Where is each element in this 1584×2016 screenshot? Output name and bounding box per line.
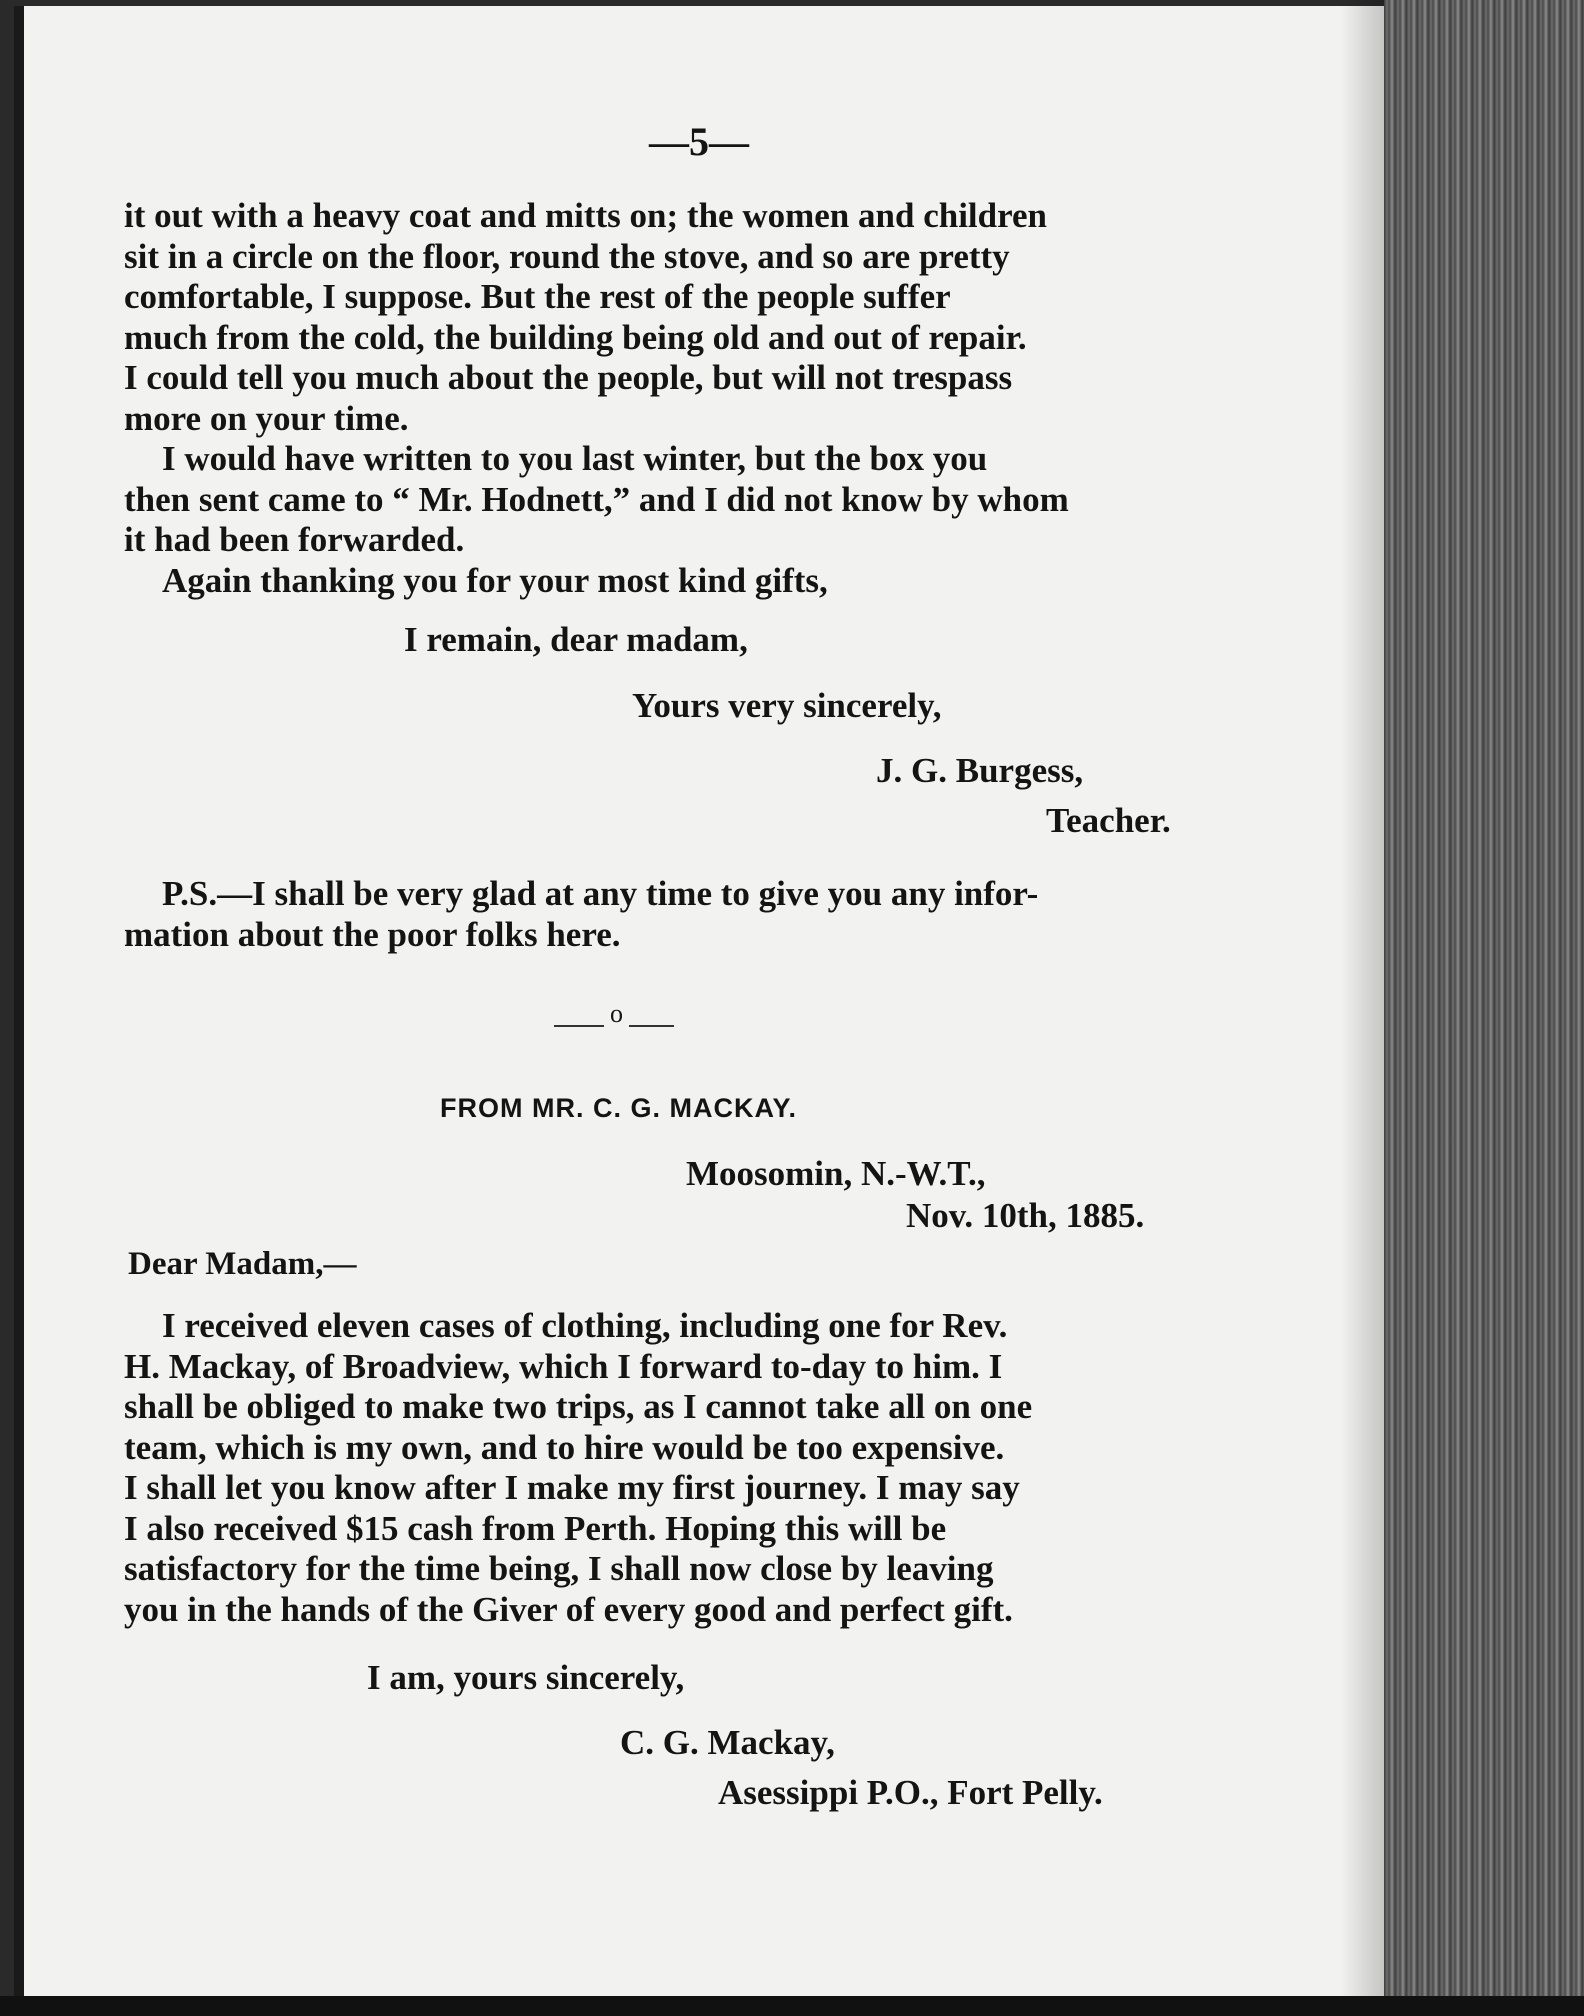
text-line: I also received $15 cash from Perth. Hoping this will be	[124, 1508, 947, 1548]
book-page-edges	[1384, 0, 1584, 2016]
letter1-paragraph-2	[124, 439, 1234, 561]
letter1-title: Teacher.	[1046, 801, 1171, 840]
letter2-place: Moosomin, N.-W.T.,	[686, 1154, 986, 1193]
text-line: it had been forwarded.	[124, 520, 465, 559]
letter1-signature: J. G. Burgess,	[876, 751, 1084, 790]
text-line: it out with a heavy coat and mitts on; the women and children	[124, 196, 1048, 235]
page-number: —5—	[649, 119, 749, 164]
letter1-paragraph-3: Again thanking you for your most kind gifts,	[162, 561, 828, 600]
letter1-remain: I remain, dear madam,	[404, 620, 748, 659]
text-line: comfortable, I suppose. But the rest of the people suffer	[124, 277, 951, 316]
text-line: sit in a circle on the floor, round the stove, and so are pretty	[124, 236, 1010, 276]
text-line: I received eleven cases of clothing, including one for Rev.	[162, 1306, 1008, 1345]
text-line: satisfactory for the time being, I shall now close by leaving	[124, 1549, 994, 1588]
letter2-body	[124, 1306, 1234, 1630]
separator-mark: o	[604, 999, 629, 1029]
text-line: you in the hands of the Giver of every good and perfect gift.	[124, 1589, 1013, 1629]
letter2-date: Nov. 10th, 1885.	[906, 1196, 1145, 1235]
text-line: P.S.—I shall be very glad at any time to give you any infor-	[162, 874, 1039, 913]
text-line: mation about the poor folks here.	[124, 914, 621, 954]
section-heading: FROM MR. C. G. MACKAY.	[440, 1093, 798, 1123]
text-line: then sent came to “ Mr. Hodnett,” and I did not know by whom	[124, 479, 1069, 519]
text-line: I could tell you much about the people, but will not trespass	[124, 358, 1013, 397]
letter2-closing: I am, yours sincerely,	[367, 1658, 685, 1697]
letter2-salutation: Dear Madam,—	[128, 1246, 357, 1282]
text-line: shall be obliged to make two trips, as I cannot take all on one	[124, 1387, 1033, 1426]
text-line: more on your time.	[124, 398, 409, 438]
letter2-address: Asessippi P.O., Fort Pelly.	[718, 1773, 1103, 1812]
letter1-closing: Yours very sincerely,	[632, 686, 942, 725]
bottom-border	[0, 1996, 1584, 2016]
text-line: H. Mackay, of Broadview, which I forward to-day to him. I	[124, 1346, 1003, 1386]
letter2-signature: C. G. Mackay,	[620, 1723, 835, 1762]
book-page	[14, 6, 1384, 1996]
letter1-paragraph-1	[124, 196, 1234, 439]
text-line: I would have written to you last winter, but the box you	[162, 439, 988, 478]
letter1-postscript	[124, 874, 1234, 955]
text-line: I shall let you know after I make my first journey. I may say	[124, 1468, 1020, 1507]
text-line: team, which is my own, and to hire would be too expensive.	[124, 1427, 1005, 1467]
text-line: much from the cold, the building being old and out of repair.	[124, 317, 1027, 357]
